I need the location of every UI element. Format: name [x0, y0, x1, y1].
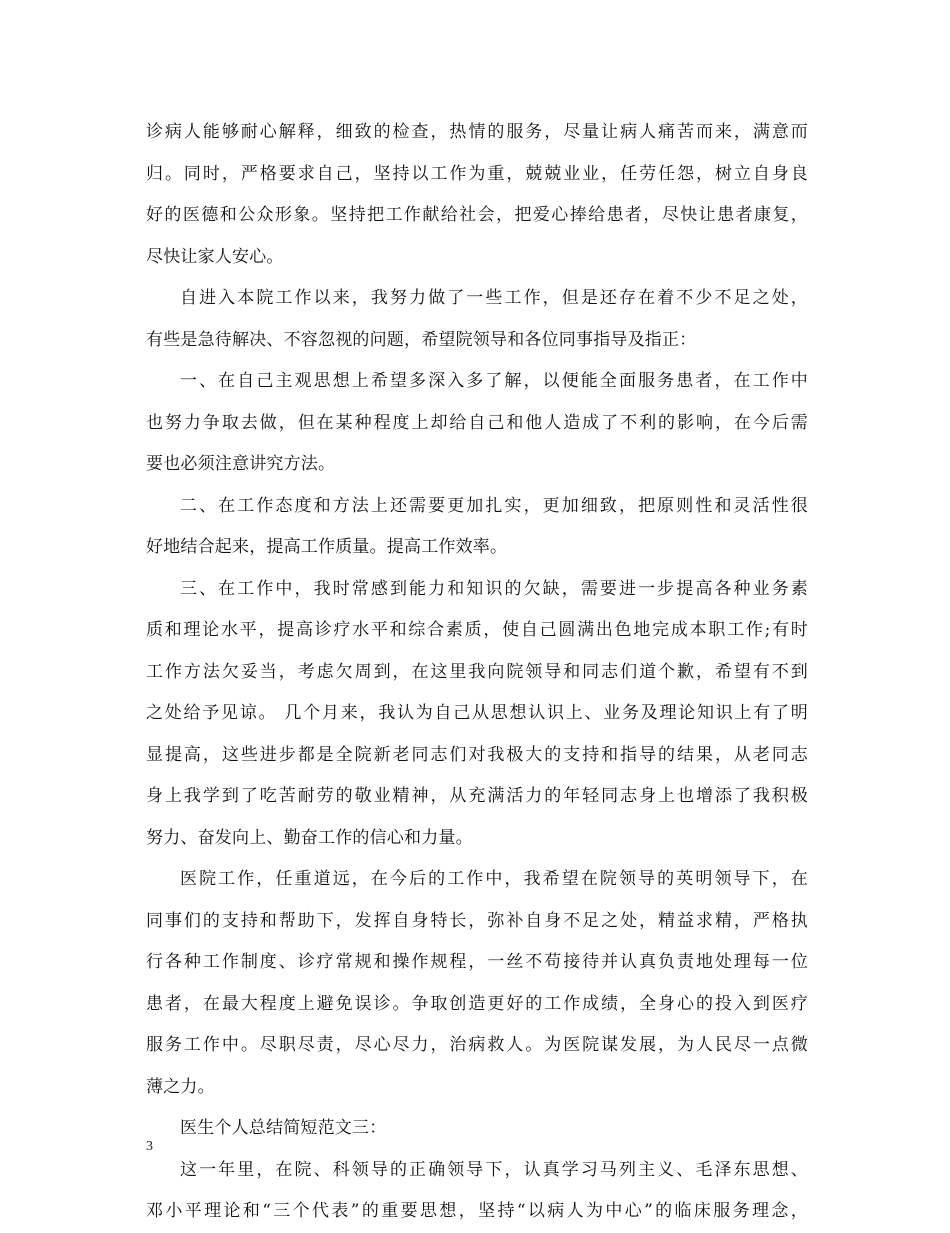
text-line: 邓小平理论和“三个代表”的重要思想，坚持“以病人为中心”的临床服务理念，: [146, 1201, 808, 1221]
text-line: 自进入本院工作以来，我努力做了一些工作，但是还存在着不少不足之处，: [180, 288, 808, 308]
text-line: 努力、奋发向上、勤奋工作的信心和力量。: [146, 827, 473, 848]
text-line: 这一年里，在院、科领导的正确领导下，认真学习马列主义、毛泽东思想、: [180, 1159, 808, 1180]
page-number: 3: [146, 1139, 153, 1154]
text-line: 归。同时，严格要求自己，坚持以工作为重，兢兢业业，任劳任怨，树立自身良: [146, 163, 808, 184]
text-line: 诊病人能够耐心解释，细致的检查，热情的服务，尽量让病人痛苦而来，满意而: [146, 122, 808, 142]
text-line: 有些是急待解决、不容忽视的问题，希望院领导和各位同事指导及指正：: [146, 329, 697, 350]
text-line: 同事们的支持和帮助下，发挥自身特长，弥补自身不足之处，精益求精，严格执: [146, 910, 808, 931]
text-line: 行各种工作制度、诊疗常规和操作规程，一丝不苟接待并认真负责地处理每一位: [146, 952, 808, 972]
text-line: 质和理论水平，提高诊疗水平和综合素质，使自己圆满出色地完成本职工作;有时: [146, 620, 808, 640]
document-body: [146, 112, 808, 1233]
text-line: 一、在自己主观思想上希望多深入多了解，以便能全面服务患者，在工作中: [180, 371, 808, 391]
text-line: 身上我学到了吃苦耐劳的敬业精神，从充满活力的年轻同志身上也增添了我积极: [146, 786, 808, 806]
text-line: 之处给予见谅。 几个月来，我认为自己从思想认识上、业务及理论知识上有了明: [146, 703, 808, 723]
text-line: 医院工作，任重道远，在今后的工作中，我希望在院领导的英明领导下，在: [180, 869, 808, 889]
text-line: 要也必须注意讲究方法。: [146, 454, 336, 474]
text-line: 好的医德和公众形象。坚持把工作献给社会，把爱心捧给患者，尽快让患者康复，: [146, 205, 808, 225]
text-line: 服务工作中。尽职尽责，尽心尽力，治病救人。为医院谋发展，为人民尽一点微: [146, 1035, 808, 1055]
text-line: 三、在工作中，我时常感到能力和知识的欠缺，需要进一步提高各种业务素: [180, 578, 808, 599]
text-line: 工作方法欠妥当，考虑欠周到，在这里我向院领导和同志们道个歉，希望有不到: [146, 661, 808, 682]
text-line: 二、在工作态度和方法上还需要更加扎实，更加细致，把原则性和灵活性很: [180, 495, 808, 516]
text-line: 尽快让家人安心。: [146, 246, 284, 267]
text-line: 薄之力。: [146, 1076, 215, 1097]
text-line: 显提高，这些进步都是全院新老同志们对我极大的支持和指导的结果，从老同志: [146, 744, 808, 765]
text-line: 患者，在最大程度上避免误诊。争取创造更好的工作成绩，全身心的投入到医疗: [146, 993, 808, 1014]
text-line: 医生个人总结简短范文三：: [180, 1118, 387, 1138]
text-line: 好地结合起来，提高工作质量。提高工作效率。: [146, 537, 508, 557]
text-line: 也努力争取去做，但在某种程度上却给自己和他人造成了不利的影响，在今后需: [146, 412, 808, 433]
